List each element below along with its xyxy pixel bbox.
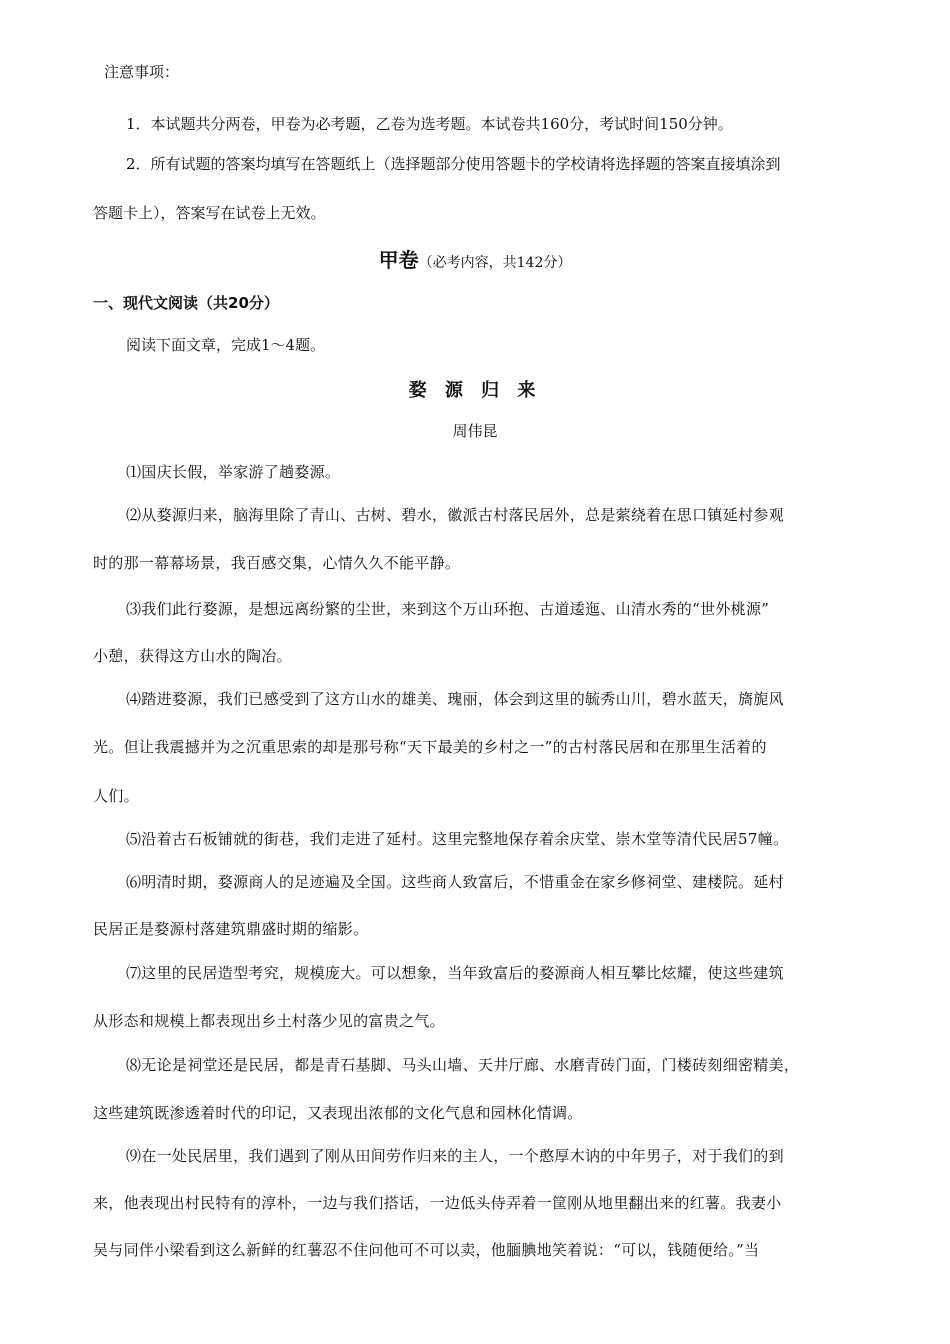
- paragraph-8-line-2: 这些建筑既渗透着时代的印记，又表现出浓郁的文化气息和园林化情调。: [93, 1104, 583, 1122]
- section-instruction: 阅读下面文章，完成1～4题。: [126, 336, 326, 354]
- paragraph-8-line-1: ⑻无论是祠堂还是民居，都是青石基脚、马头山墙、天井厅廊、水磨青砖门面，门楼砖刻细密精美，: [126, 1056, 800, 1074]
- paragraph-6-line-1: ⑹明清时期，婺源商人的足迹遍及全国。这些商人致富后，不惜重金在家乡修祠堂、建楼院。延村: [126, 873, 784, 891]
- paragraph-2-line-2: 时的那一幕幕场景，我百感交集，心情久久不能平静。: [93, 554, 461, 572]
- paragraph-9-line-2: 来，他表现出村民特有的淳朴，一边与我们搭话，一边低头侍弄着一筐刚从地里翻出来的红薯。我妻小: [93, 1194, 782, 1212]
- paragraph-9-line-3: 吴与同伴小梁看到这么新鲜的红薯忍不住问他可不可以卖，他腼腆地笑着说：“可以，钱随便给。”当: [93, 1241, 760, 1259]
- paragraph-7-line-1: ⑺这里的民居造型考究，规模庞大。可以想象，当年致富后的婺源商人相互攀比炫耀，使这些建筑: [126, 964, 784, 982]
- paragraph-4-line-2: 光。但让我震撼并为之沉重思索的却是那号称“天下最美的乡村之一”的古村落民居和在那里生活着的: [93, 738, 767, 756]
- paragraph-2-line-1: ⑵从婺源归来，脑海里除了青山、古树、碧水，徽派古村落民居外，总是萦绕着在思口镇延村参观: [126, 506, 784, 524]
- paragraph-5: ⑸沿着古石板铺就的街巷，我们走进了延村。这里完整地保存着余庆堂、崇木堂等清代民居57幢。: [126, 830, 789, 848]
- paragraph-4-line-1: ⑷踏进婺源，我们已感受到了这方山水的雄美、瑰丽，体会到这里的毓秀山川，碧水蓝天，旖旎风: [126, 690, 784, 708]
- paragraph-3-line-2: 小憩，获得这方山水的陶冶。: [93, 647, 292, 665]
- volume-heading: [0, 244, 950, 273]
- paragraph-9-line-1: ⑼在一处民居里，我们遇到了刚从田间劳作归来的主人，一个憨厚木讷的中年男子，对于我们的到: [126, 1147, 784, 1165]
- section-title: 一、现代文阅读（共20分）: [93, 294, 279, 312]
- volume-title: 甲卷: [378, 248, 419, 272]
- article-author: 周伟昆: [452, 422, 498, 440]
- paragraph-6-line-2: 民居正是婺源村落建筑鼎盛时期的缩影。: [93, 920, 369, 938]
- notice-item-2-line-2: 答题卡上），答案写在试卷上无效。: [93, 204, 326, 222]
- article-title: 婺 源 归 来: [408, 380, 542, 401]
- notice-item-1: 1．本试题共分两卷，甲卷为必考题，乙卷为选考题。本试卷共160分，考试时间150分钟。: [126, 115, 733, 133]
- paragraph-4-line-3: 人们。: [93, 787, 139, 805]
- volume-subtitle: （必考内容，共142分）: [418, 255, 572, 271]
- paragraph-3-line-1: ⑶我们此行婺源，是想远离纷繁的尘世，来到这个万山环抱、古道逶迤、山清水秀的“世外桃源”: [126, 600, 770, 618]
- notice-title: 注意事项：: [104, 63, 180, 81]
- paragraph-7-line-2: 从形态和规模上都表现出乡土村落少见的富贵之气。: [93, 1012, 445, 1030]
- notice-item-2-line-1: 2．所有试题的答案均填写在答题纸上（选择题部分使用答题卡的学校请将选择题的答案直接填涂到: [126, 155, 781, 173]
- paragraph-1: ⑴国庆长假，举家游了趟婺源。: [126, 463, 341, 481]
